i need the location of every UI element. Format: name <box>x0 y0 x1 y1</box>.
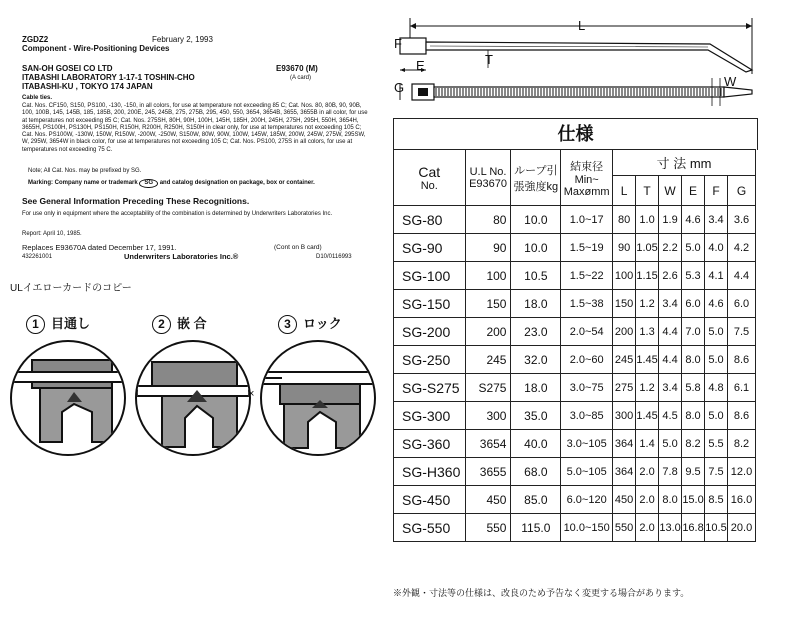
cat-cell: SG-360 <box>394 430 466 458</box>
replaces-text: Replaces E93670A dated December 17, 1991. <box>22 243 177 252</box>
cat-cell: SG-250 <box>394 346 466 374</box>
header-dim-l: L <box>613 176 636 206</box>
f-cell: 4.8 <box>705 374 728 402</box>
range-cell: 5.0~105 <box>561 458 613 486</box>
table-row <box>394 374 756 402</box>
file-number: E93670 (M) <box>276 64 318 73</box>
prefix-note: Note; All Cat. Nos. may be prefixed by SG. <box>28 168 142 174</box>
ul-cell: 245 <box>465 346 511 374</box>
table-row <box>394 514 756 542</box>
l-cell: 364 <box>613 430 636 458</box>
dim-label-g: G <box>394 80 405 95</box>
ul-copy-caption: ULイエローカードのコピー <box>10 283 132 294</box>
ul-company-name: Underwriters Laboratories Inc.® <box>124 252 239 261</box>
card-date: February 2, 1993 <box>152 35 213 44</box>
ul-cell: 3655 <box>465 458 511 486</box>
ul-cell: 90 <box>465 234 511 262</box>
f-cell: 4.1 <box>705 262 728 290</box>
table-row <box>394 234 756 262</box>
t-cell: 2.0 <box>636 486 659 514</box>
loop-cell: 10.5 <box>511 262 561 290</box>
dim-label-t: T <box>485 52 493 67</box>
header-dim-t: T <box>636 176 659 206</box>
f-cell: 5.0 <box>705 318 728 346</box>
code-right: D10/0116993 <box>316 254 352 260</box>
cat-cell: SG-H360 <box>394 458 466 486</box>
w-cell: 2.2 <box>659 234 682 262</box>
range-cell: 6.0~120 <box>561 486 613 514</box>
t-cell: 1.2 <box>636 374 659 402</box>
e-cell: 6.0 <box>682 290 705 318</box>
loop-cell: 68.0 <box>511 458 561 486</box>
l-cell: 364 <box>613 458 636 486</box>
dim-label-w: W <box>724 74 737 89</box>
loop-cell: 85.0 <box>511 486 561 514</box>
w-cell: 7.8 <box>659 458 682 486</box>
t-cell: 2.0 <box>636 514 659 542</box>
f-cell: 8.5 <box>705 486 728 514</box>
l-cell: 275 <box>613 374 636 402</box>
ul-cell: 200 <box>465 318 511 346</box>
spec-footnote: ※外観・寸法等の仕様は、改良のため予告なく変更する場合があります。 <box>393 588 690 598</box>
component-title: Component - Wire-Positioning Devices <box>22 44 170 53</box>
cat-cell: SG-S275 <box>394 374 466 402</box>
e-cell: 5.8 <box>682 374 705 402</box>
e-cell: 7.0 <box>682 318 705 346</box>
e-cell: 5.0 <box>682 234 705 262</box>
report-date: Report: April 10, 1985. <box>22 231 82 237</box>
cat-cell: SG-80 <box>394 206 466 234</box>
table-row <box>394 430 756 458</box>
t-cell: 1.2 <box>636 290 659 318</box>
header-dim-g: G <box>728 176 756 206</box>
range-cell: 2.0~54 <box>561 318 613 346</box>
f-cell: 3.4 <box>705 206 728 234</box>
ul-yellow-card <box>0 0 380 618</box>
range-cell: 1.5~19 <box>561 234 613 262</box>
e-cell: 16.8 <box>682 514 705 542</box>
spec-table <box>393 149 756 542</box>
t-cell: 1.05 <box>636 234 659 262</box>
l-cell: 200 <box>613 318 636 346</box>
header-ul: U.L No. E93670 <box>465 150 511 206</box>
continued-text: (Cont on B card) <box>274 244 322 251</box>
t-cell: 2.0 <box>636 458 659 486</box>
step-engage: 2 嵌 合 <box>152 313 207 334</box>
l-cell: 300 <box>613 402 636 430</box>
g-cell: 8.6 <box>728 346 756 374</box>
loop-cell: 23.0 <box>511 318 561 346</box>
header-bundle-range: 結束径 Min~ Maxømm <box>561 150 613 206</box>
card-label: (A card) <box>290 75 312 81</box>
e-cell: 8.0 <box>682 346 705 374</box>
f-cell: 5.5 <box>705 430 728 458</box>
w-cell: 5.0 <box>659 430 682 458</box>
t-cell: 1.0 <box>636 206 659 234</box>
t-cell: 1.3 <box>636 318 659 346</box>
cat-cell: SG-100 <box>394 262 466 290</box>
range-cell: 1.0~17 <box>561 206 613 234</box>
cable-ties-body: Cat. Nos. CF150, S150, PS100, -130, -150, in all colors, for use at temperature not exceeding 85 C; Cat. Nos. 80, 80B, 90, 90B, 100, 100B, 145, 145B, 185, 185B, 200, 200E, 245, 245B, 275, 275B, 295, 450, 550, 3654, 3654B, 3655, 3655B in all color, for use at temperatures not exceeding 85 C; Cat. Nos. 275SH, 80H, 90H, 100H, 145H, 185H, 200H, 245H, 275H, 295H, 550H, 3654H, 3655H, PS100H, PS130H, PS150H, R150H, R200H, R250H, S150H in clear only, for use at temperatures not exceeding 105 C; Cat. Nos. PS100W, -130W, 150W, R150W, -200W, -250W, S150W, 80W, 90W, 100W, 145W, 185W, 200W, 245W, 275W, 295SW, W, 295W, 3654W in black color, for use at temperatures not exceeding 105 C; Cat. Nos. PS100, 275S in all colors, for use at temperatures not exceeding 75 C. <box>22 103 368 153</box>
engage-diagram <box>135 340 251 456</box>
g-cell: 4.4 <box>728 262 756 290</box>
marking-text: Marking: Company name or trademark SG and catalog designation on package, box or container. <box>28 179 315 188</box>
f-cell: 10.5 <box>705 514 728 542</box>
header-dim-f: F <box>705 176 728 206</box>
g-cell: 8.6 <box>728 402 756 430</box>
f-cell: 7.5 <box>705 458 728 486</box>
g-cell: 20.0 <box>728 514 756 542</box>
table-row <box>394 486 756 514</box>
f-cell: 4.6 <box>705 290 728 318</box>
w-cell: 2.6 <box>659 262 682 290</box>
lock-diagram <box>260 340 376 456</box>
sg-logo-icon: SG <box>139 179 158 188</box>
range-cell: 3.0~85 <box>561 402 613 430</box>
loop-cell: 40.0 <box>511 430 561 458</box>
g-cell: 6.0 <box>728 290 756 318</box>
range-cell: 1.5~38 <box>561 290 613 318</box>
loop-cell: 35.0 <box>511 402 561 430</box>
insert-diagram <box>10 340 126 456</box>
address-line-1: ITABASHI LABORATORY 1-17-1 TOSHIN-CHO <box>22 73 195 82</box>
table-row <box>394 346 756 374</box>
l-cell: 100 <box>613 262 636 290</box>
g-cell: 16.0 <box>728 486 756 514</box>
l-cell: 90 <box>613 234 636 262</box>
l-cell: 245 <box>613 346 636 374</box>
e-cell: 8.2 <box>682 430 705 458</box>
header-loop-strength: ループ引 張強度kg <box>511 150 561 206</box>
t-cell: 1.45 <box>636 346 659 374</box>
cat-cell: SG-90 <box>394 234 466 262</box>
t-cell: 1.45 <box>636 402 659 430</box>
arrow-mark: × <box>248 388 255 400</box>
g-cell: 7.5 <box>728 318 756 346</box>
f-cell: 4.0 <box>705 234 728 262</box>
range-cell: 10.0~150 <box>561 514 613 542</box>
company-name: SAN-OH GOSEI CO LTD <box>22 64 113 73</box>
loop-cell: 18.0 <box>511 290 561 318</box>
e-cell: 4.6 <box>682 206 705 234</box>
t-cell: 1.15 <box>636 262 659 290</box>
cat-cell: SG-150 <box>394 290 466 318</box>
loop-cell: 10.0 <box>511 206 561 234</box>
dim-label-f: F <box>394 36 402 51</box>
loop-cell: 115.0 <box>511 514 561 542</box>
step-insert: 1 目通し <box>26 313 90 334</box>
l-cell: 450 <box>613 486 636 514</box>
loop-cell: 18.0 <box>511 374 561 402</box>
e-cell: 9.5 <box>682 458 705 486</box>
table-row <box>394 402 756 430</box>
ul-cell: 3654 <box>465 430 511 458</box>
dim-label-l: L <box>578 18 586 33</box>
loop-cell: 10.0 <box>511 234 561 262</box>
spec-title: 仕様 <box>393 118 758 150</box>
l-cell: 550 <box>613 514 636 542</box>
range-cell: 3.0~105 <box>561 430 613 458</box>
cat-cell: SG-300 <box>394 402 466 430</box>
g-cell: 12.0 <box>728 458 756 486</box>
ul-cell: 300 <box>465 402 511 430</box>
w-cell: 3.4 <box>659 374 682 402</box>
cable-ties-heading: Cable ties. <box>22 95 53 101</box>
table-row <box>394 458 756 486</box>
g-cell: 4.2 <box>728 234 756 262</box>
header-dim-w: W <box>659 176 682 206</box>
l-cell: 80 <box>613 206 636 234</box>
e-cell: 15.0 <box>682 486 705 514</box>
table-row <box>394 290 756 318</box>
e-cell: 8.0 <box>682 402 705 430</box>
step-lock: 3 ロック <box>278 313 342 334</box>
table-row <box>394 206 756 234</box>
w-cell: 4.5 <box>659 402 682 430</box>
w-cell: 1.9 <box>659 206 682 234</box>
header-cat: Cat No. <box>394 150 466 206</box>
use-only-text: For use only in equipment where the acceptability of the combination is determined by Underwriters Laboratories Inc. <box>22 211 333 217</box>
general-info-heading: See General Information Preceding These Recognitions. <box>22 196 250 206</box>
cat-cell: SG-550 <box>394 514 466 542</box>
f-cell: 5.0 <box>705 402 728 430</box>
cat-cell: SG-450 <box>394 486 466 514</box>
w-cell: 4.4 <box>659 318 682 346</box>
ul-cell: 150 <box>465 290 511 318</box>
table-row <box>394 318 756 346</box>
t-cell: 1.4 <box>636 430 659 458</box>
ul-cell: 100 <box>465 262 511 290</box>
range-cell: 3.0~75 <box>561 374 613 402</box>
doc-number: ZGDZ2 <box>22 35 49 44</box>
g-cell: 8.2 <box>728 430 756 458</box>
w-cell: 4.4 <box>659 346 682 374</box>
ul-cell: 80 <box>465 206 511 234</box>
range-cell: 1.5~22 <box>561 262 613 290</box>
ul-cell: S275 <box>465 374 511 402</box>
cat-cell: SG-200 <box>394 318 466 346</box>
dim-label-e: E <box>416 58 425 73</box>
l-cell: 150 <box>613 290 636 318</box>
ul-cell: 550 <box>465 514 511 542</box>
code-left: 432261001 <box>22 254 53 260</box>
w-cell: 3.4 <box>659 290 682 318</box>
w-cell: 13.0 <box>659 514 682 542</box>
e-cell: 5.3 <box>682 262 705 290</box>
f-cell: 5.0 <box>705 346 728 374</box>
ul-cell: 450 <box>465 486 511 514</box>
table-row <box>394 262 756 290</box>
header-dimensions: 寸 法 mm <box>613 150 756 176</box>
header-dim-e: E <box>682 176 705 206</box>
g-cell: 6.1 <box>728 374 756 402</box>
g-cell: 3.6 <box>728 206 756 234</box>
w-cell: 8.0 <box>659 486 682 514</box>
loop-cell: 32.0 <box>511 346 561 374</box>
range-cell: 2.0~60 <box>561 346 613 374</box>
address-line-2: ITABASHI-KU , TOKYO 174 JAPAN <box>22 82 153 91</box>
